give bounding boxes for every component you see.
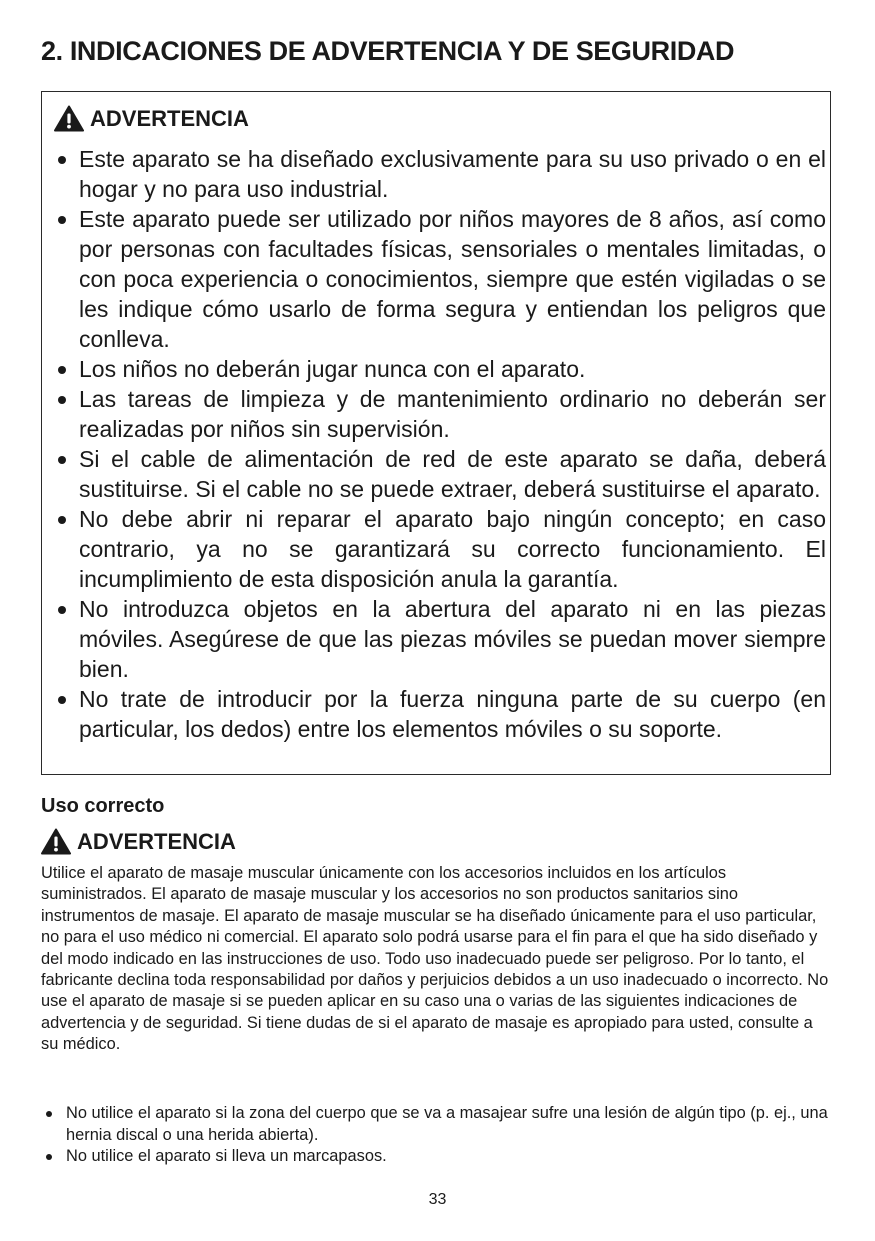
warning-box	[41, 91, 831, 775]
correct-use-list-item: No utilice el aparato si la zona del cuerpo que se va a masajear sufre una lesión de algún tipo (p. ej., una hernia discal o una herida abierta).	[44, 1103, 834, 1146]
warning-list-item: No trate de introducir por la fuerza ninguna parte de su cuerpo (en particular, los dedos) entre los elementos móviles o su soporte.	[56, 684, 826, 744]
warning-list-item: No introduzca objetos en la abertura del aparato ni en las piezas móviles. Asegúrese de que las piezas móviles se puedan mover siempre bien.	[56, 594, 826, 684]
warning-list-item: Este aparato se ha diseñado exclusivamente para su uso privado o en el hogar y no para uso industrial.	[56, 144, 826, 204]
warning-list-item: Este aparato puede ser utilizado por niños mayores de 8 años, así como por personas con facultades físicas, sensoriales o mentales limitadas, o con poca experiencia o conocimientos, siempre que estén vigiladas o se les indique cómo usarlo de forma segura y entiendan los peligros que conlleva.	[56, 204, 826, 354]
warning-triangle-icon	[54, 105, 84, 132]
correct-use-warning-heading: ADVERTENCIA	[77, 828, 236, 854]
warning-header	[54, 105, 249, 132]
warning-triangle-icon	[41, 828, 71, 855]
correct-use-list	[44, 1103, 834, 1168]
warning-list-item: No debe abrir ni reparar el aparato bajo ningún concepto; en caso contrario, ya no se garantizará su correcto funcionamiento. El incumplimiento de esta disposición anula la garantía.	[56, 504, 826, 594]
correct-use-heading: Uso correcto	[41, 795, 165, 817]
warning-list	[56, 144, 826, 744]
correct-use-warning-header	[41, 828, 236, 855]
section-title: 2. INDICACIONES DE ADVERTENCIA Y DE SEGURIDAD	[41, 36, 735, 66]
warning-list-item: Si el cable de alimentación de red de este aparato se daña, deberá sustituirse. Si el cable no se puede extraer, deberá sustituirse el aparato.	[56, 444, 826, 504]
page-number: 33	[428, 1191, 447, 1208]
warning-heading: ADVERTENCIA	[90, 105, 249, 131]
correct-use-paragraph: Utilice el aparato de masaje muscular únicamente con los accesorios incluidos en los artículos suministrados. El aparato de masaje muscular y los accesorios no son productos sanitarios sino instrumentos de masaje. El aparato de masaje muscular se ha diseñado únicamente para el uso particular, no para el uso médico ni comercial. El aparato solo podrá usarse para el fin para el que ha sido diseñado y del modo indicado en las instrucciones de uso. Todo uso inadecuado puede ser peligroso. Por lo tanto, el fabricante declina toda responsabilidad por daños y perjuicios debidos a un uso inadecuado o incorrecto. No use el aparato de masaje si se pueden aplicar en su caso una o varias de las siguientes indicaciones de advertencia y de seguridad. Si tiene dudas de si el aparato de masaje es apropiado para usted, consulte a su médico.	[41, 864, 829, 1054]
correct-use-list-item: No utilice el aparato si lleva un marcapasos.	[44, 1146, 834, 1168]
warning-list-item: Los niños no deberán jugar nunca con el aparato.	[56, 354, 826, 384]
warning-list-item: Las tareas de limpieza y de mantenimiento ordinario no deberán ser realizadas por niños sin supervisión.	[56, 384, 826, 444]
